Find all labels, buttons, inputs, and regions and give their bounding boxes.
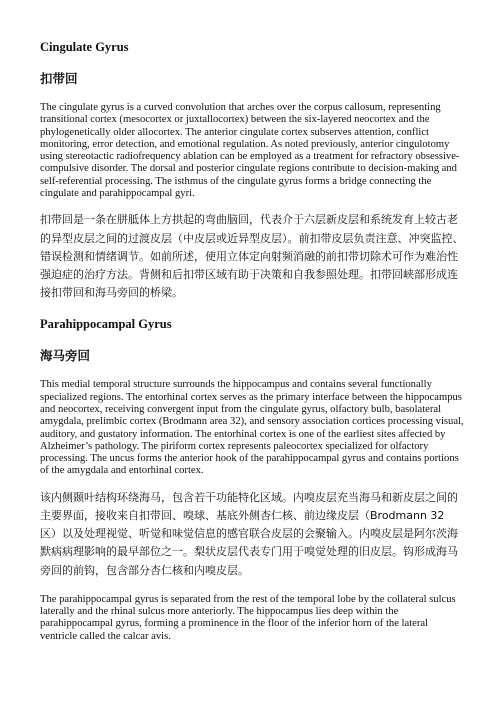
section-title-en: Parahippocampal Gyrus [40,317,172,332]
section-title-en: Cingulate Gyrus [40,40,129,54]
paragraph-en: The cingulate gyrus is a curved convolution that arches over the corpus callosum, representing transitional cortex (mesocortex or juxtallocortex) between the six-layered neocortex and the phylogenetically older allocortex. The anterior cingulate cortex subserves attention, conflict monitoring, error detection, and emotional regulation. As noted previously, anterior cingulotomy using stereotactic radiofrequency ablation can be employed as a treatment for refractory obsessive-compulsive disorder. The dorsal and posterior cingulate regions contribute to decision-making and self-referential processing. The isthmus of the cingulate gyrus forms a bridge connecting the cingulate and parahippocampal gyri. [40,102,460,200]
section-title-zh: 扣带回 [40,71,78,86]
paragraph-zh: 扣带回是一条在胼胝体上方拱起的弯曲脑回，代表介于六层新皮层和系统发育上较古老的异型皮层之间的过渡皮层（中皮层或近异型皮层）。前扣带皮层负责注意、冲突监控、错误检测和情绪调节。如前所述，使用立体定向射频消融的前扣带切除术可作为难治性强迫症的治疗方法。背侧和后扣带区域有助于决策和自我参照处理。扣带回峡部形成连接扣带回和海马旁回的桥梁。 [40,213,464,300]
paragraph-zh: 该内侧颞叶结构环绕海马，包含若干功能特化区域。内嗅皮层充当海马和新皮层之间的主要界面，接收来自扣带回、嗅球、基底外侧杏仁核、前边缘皮层（Brodmann 32 区）以及处理视觉、听觉和味觉信息的感官联合皮层的会聚输入。内嗅皮层是阿尔茨海默病病理影响的最早部位之一。梨状皮层代表专门用于嗅觉处理的旧皮层。钩形成海马旁回的前钩，包含部分杏仁核和内嗅皮层。 [40,490,458,577]
document-page [40,30,464,654]
section-title-zh: 海马旁回 [40,348,91,364]
section-cingulate-gyrus [40,39,464,302]
section-parahippocampal-gyrus [40,316,464,643]
paragraph-en-2: The parahippocampal gyrus is separated from the rest of the temporal lobe by the collateral sulcus laterally and the rhinal sulcus more anteriorly. The hippocampus lies deep within the parahippocampal gyrus, forming a prominence in the floor of the inferior horn of the lateral ventricle called the calcar avis. [40,593,456,642]
paragraph-en: This medial temporal structure surrounds the hippocampus and contains several functionally specialized regions. The entorhinal cortex serves as the primary interface between the hippocampus and neocortex, receiving convergent input from the cingulate gyrus, olfactory bulb, basolateral amygdala, prelimbic cortex (Brodmann area 32), and sensory association cortices processing visual, auditory, and gustatory information. The entorhinal cortex is one of the earliest sites affected by Alzheimer’s pathology. The piriform cortex represents paleocortex specialized for olfactory processing. The uncus forms the anterior hook of the parahippocampal gyrus and contains portions of the amygdala and entorhinal cortex. [40,379,464,477]
